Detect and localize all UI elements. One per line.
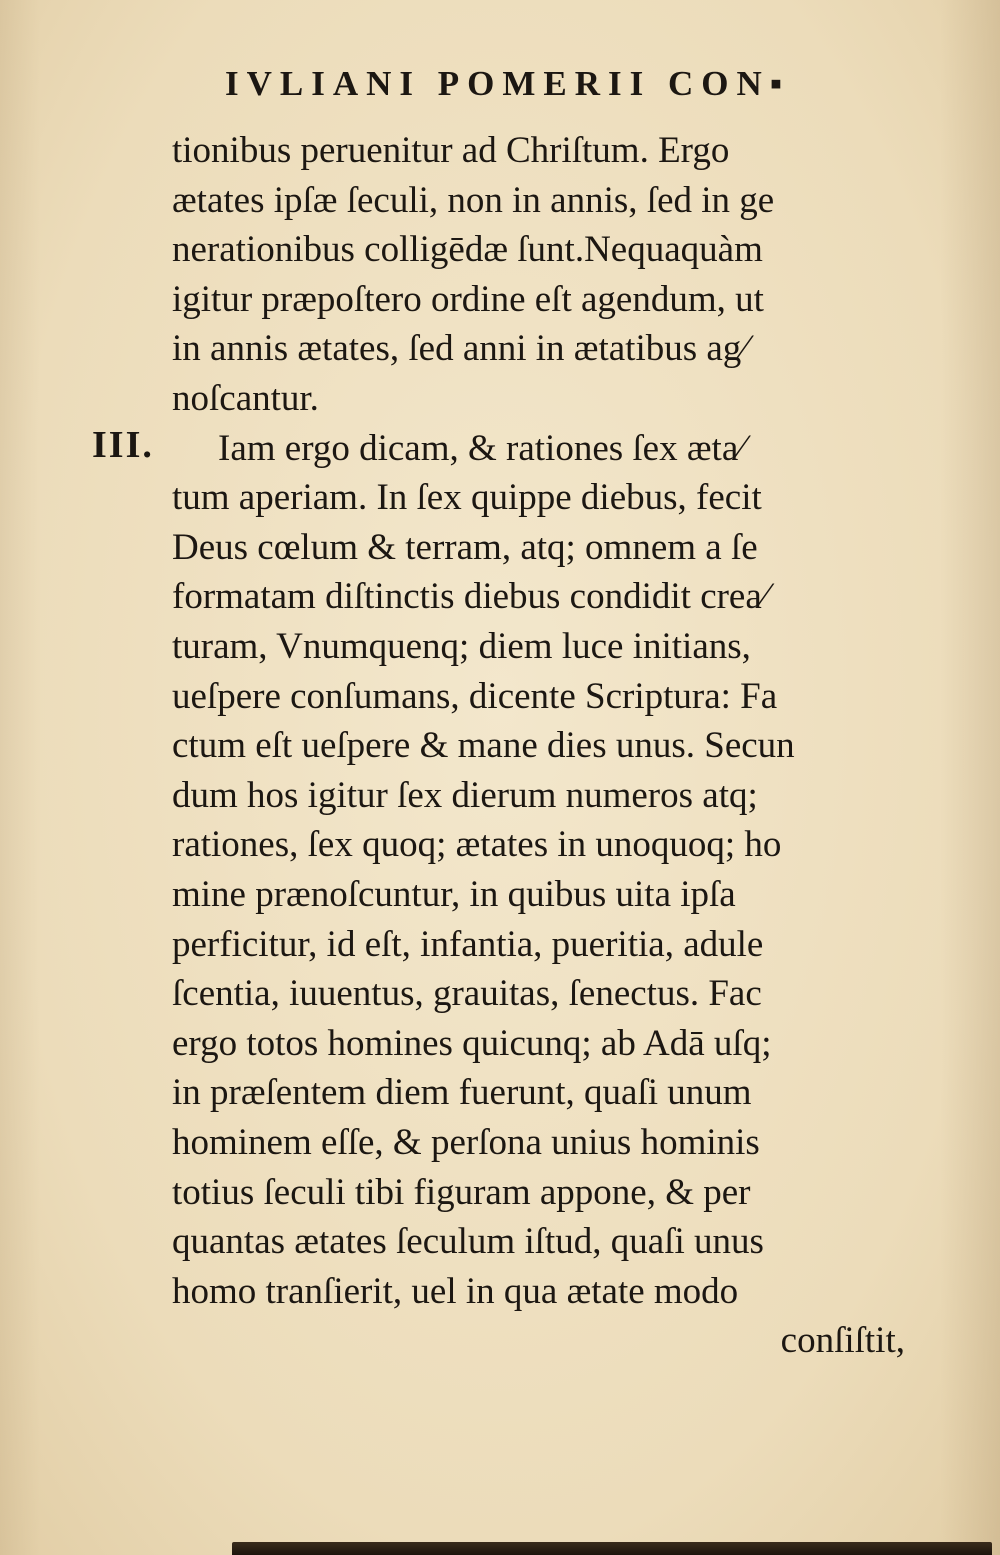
text-line: tum aperiam. In ſex quippe diebus, fecit [172,477,762,519]
text-line: igitur præpoſtero ordine eſt agendum, ut [172,278,764,320]
text-line: hominem eſſe, & perſona unius hominis [172,1122,760,1163]
text-line: dum hos igitur ſex dierum numeros atq; [172,774,758,816]
text-line: ætates ipſæ ſeculi, non in annis, ſed in ge [172,179,775,221]
text-line: totius ſeculi tibi figuram appone, & per [172,1171,751,1213]
binding-edge [232,1542,992,1555]
text-line: rationes, ſex quoq; ætates in unoquoq; ho [172,824,782,866]
text-line: turam, Vnumquenq; diem luce initians, [172,626,751,667]
text-line: ſcentia, iuuentus, grauitas, ſenectus. Fac [172,973,762,1015]
text-line: Iam ergo dicam, & rationes ſex æta⁄ [218,427,745,469]
running-head: IVLIANI POMERII CON▪ [225,64,791,103]
text-line: tionibus peruenitur ad Chriſtum. Ergo [172,130,730,171]
text-line: ueſpere conſumans, dicente Scriptura: Fa [172,675,778,717]
text-line: ctum eſt ueſpere & mane dies unus. Secun [172,725,795,767]
text-line: noſcantur. [172,378,319,419]
text-line: homo tranſierit, uel in qua ætate modo [172,1270,739,1312]
text-line: Deus cœlum & terram, atq; omnem a ſe [172,526,758,568]
text-line: mine prænoſcuntur, in quibus uita ipſa [172,874,736,915]
section-number: III. [92,424,154,466]
text-line: in annis ætates, ſed anni in ætatibus ag⁄ [172,328,748,370]
text-line: ergo totos homines quicunq; ab Adā uſq; [172,1022,772,1064]
page-shadow-right [940,0,1000,1555]
text-line: quantas ætates ſeculum iſtud, quaſi unus [172,1221,764,1263]
catchword: conſiſtit, [780,1320,905,1362]
text-line: nerationibus colligēdæ ſunt.Nequaquàm [172,229,763,271]
page-shadow-left [0,0,40,1555]
text-line: formatam diſtinctis diebus condidit crea⁄ [172,576,768,618]
text-line: perficitur, id eſt, infantia, pueritia, adule [172,923,764,965]
text-line: in præſentem diem fuerunt, quaſi unum [172,1072,752,1114]
